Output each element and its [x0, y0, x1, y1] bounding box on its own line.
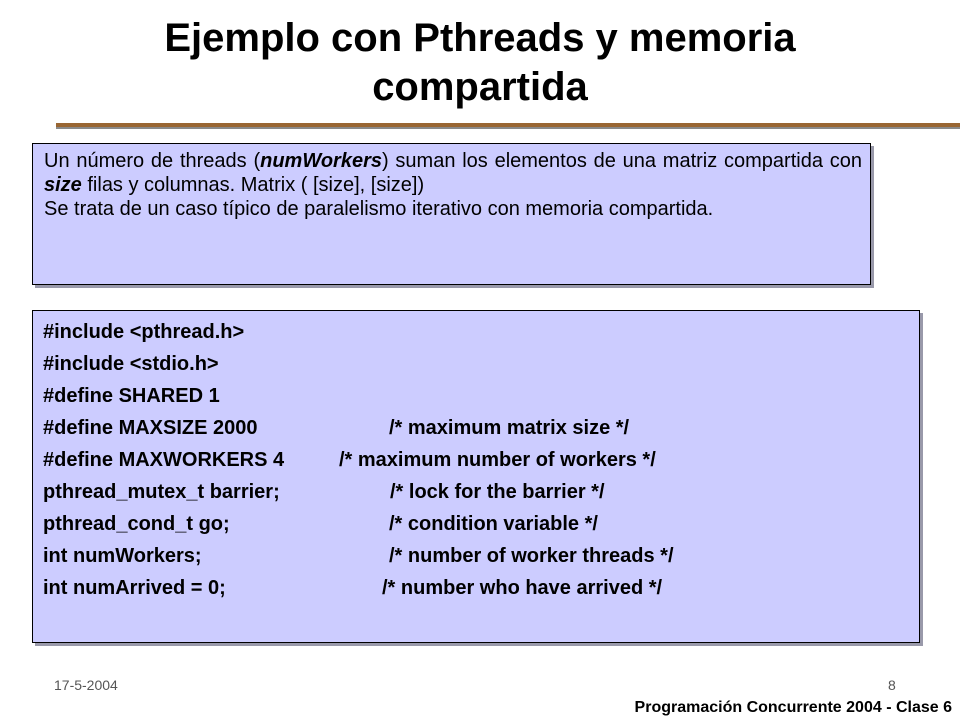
code-line [43, 412, 911, 444]
intro-paragraph-1 [44, 149, 862, 197]
code-statement: #define MAXWORKERS 4 [43, 449, 285, 471]
code-statement: pthread_cond_t go; [43, 513, 230, 535]
code-line [43, 540, 911, 572]
code-line [43, 348, 911, 380]
intro-emphasis-numworkers: numWorkers [260, 150, 382, 172]
code-line [43, 572, 911, 604]
code-line [43, 380, 911, 412]
code-comment: /* number of worker threads */ [389, 545, 674, 567]
code-statement: int numArrived = 0; [43, 577, 226, 599]
code-line [43, 316, 911, 348]
footer-page-number: 8 [888, 677, 896, 693]
code-comment: /* maximum number of workers */ [339, 449, 656, 471]
code-statement: pthread_mutex_t barrier; [43, 481, 280, 503]
slide-title [60, 14, 900, 112]
code-listing-box [32, 310, 920, 643]
code-statement: #include <pthread.h> [43, 321, 245, 343]
code-line [43, 476, 911, 508]
slide-title-line-1: Ejemplo con Pthreads y memoria [164, 16, 796, 60]
code-comment: /* maximum matrix size */ [389, 417, 630, 439]
intro-paragraph-2: Se trata de un caso típico de paralelismo iterativo con memoria compartida. [44, 198, 714, 220]
intro-text-b: ) suman los elementos de una matriz compartida con [382, 150, 862, 172]
slide-title-line-2: compartida [372, 65, 588, 109]
code-comment: /* lock for the barrier */ [390, 481, 605, 503]
code-statement: #define MAXSIZE 2000 [43, 417, 258, 439]
title-divider-shadow [56, 127, 960, 129]
code-comment: /* condition variable */ [389, 513, 598, 535]
code-statement: #define SHARED 1 [43, 385, 220, 407]
code-statement: int numWorkers; [43, 545, 202, 567]
code-statement: #include <stdio.h> [43, 353, 219, 375]
intro-text-c: filas y columnas. Matrix ( [size], [size]) [81, 174, 425, 196]
intro-emphasis-size: size [44, 174, 82, 196]
footer-date: 17-5-2004 [54, 677, 118, 693]
intro-text-a: Un número de threads ( [44, 150, 261, 172]
code-line [43, 508, 911, 540]
intro-text-box [32, 143, 871, 285]
footer-course-title: Programación Concurrente 2004 - Clase 6 [634, 699, 952, 716]
code-comment: /* number who have arrived */ [382, 577, 663, 599]
code-line [43, 444, 911, 476]
